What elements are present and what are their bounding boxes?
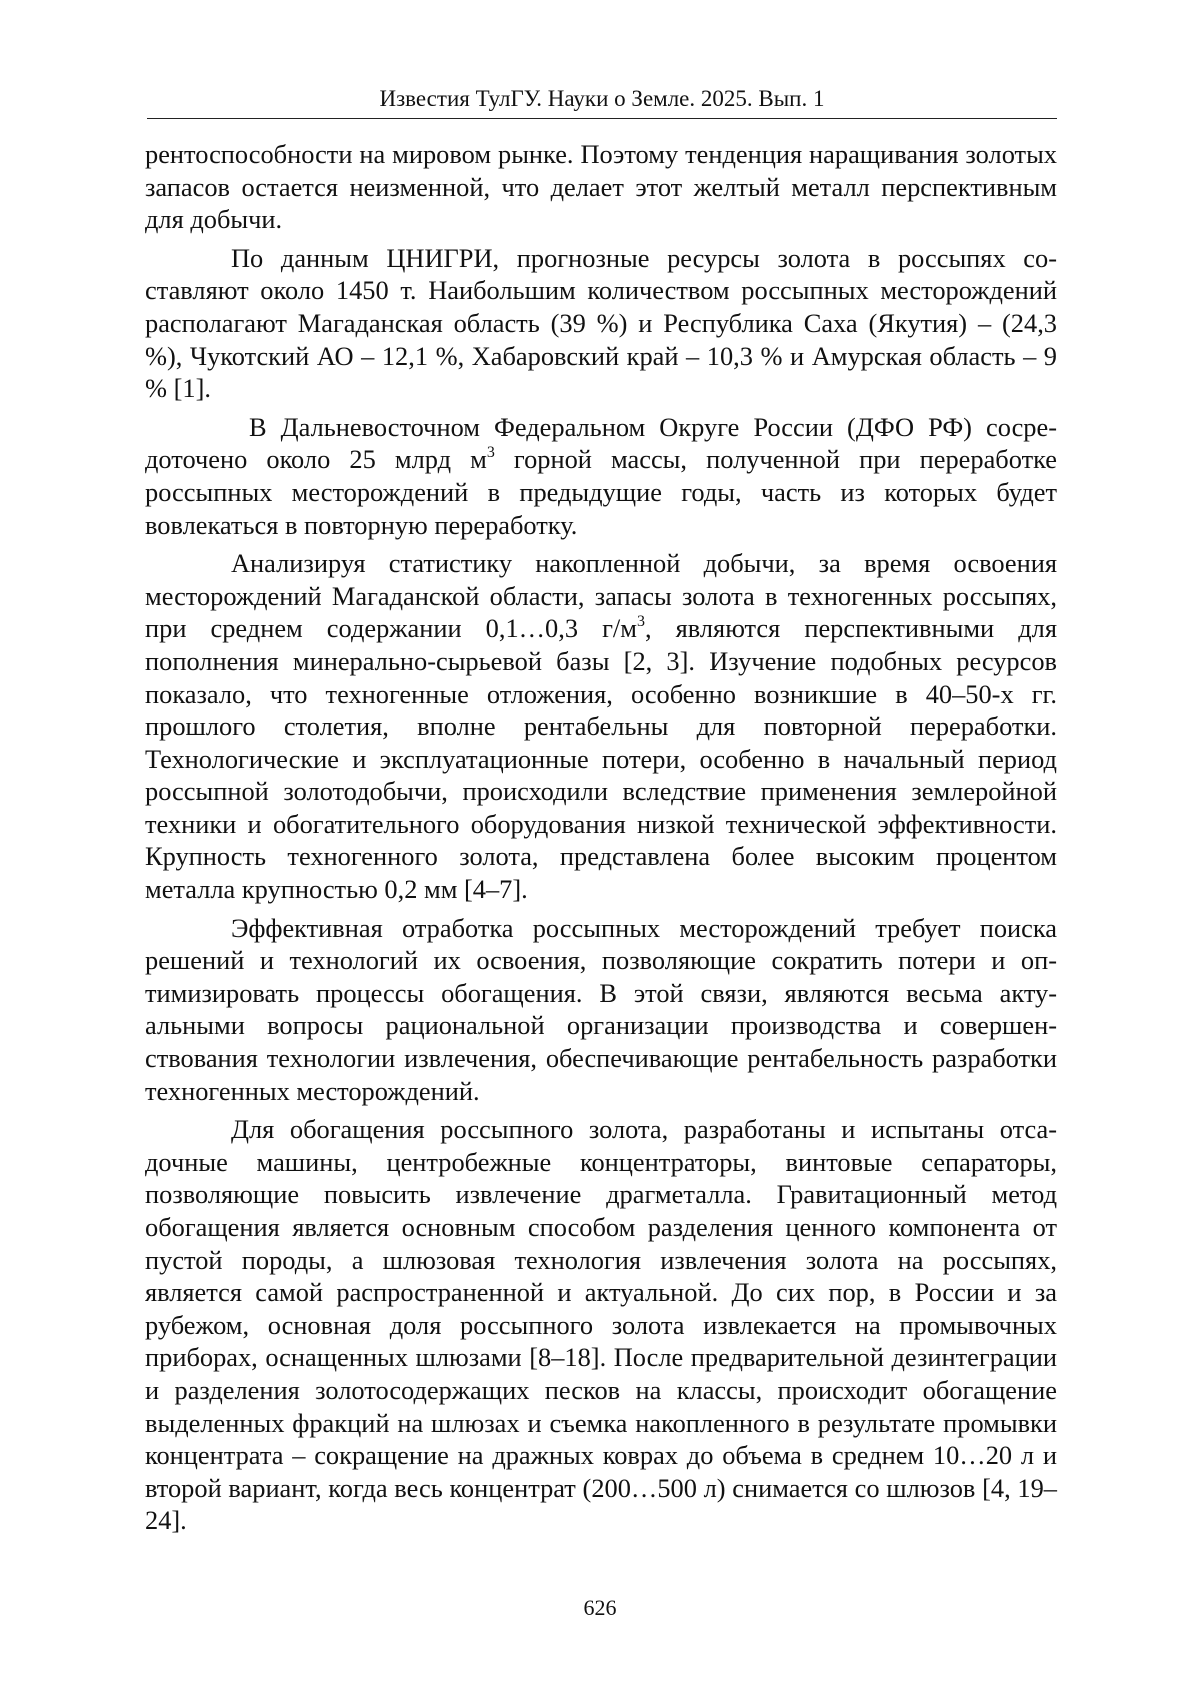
paragraph-4-text-after: , являются перспективными для пополнения минерально-сырьевой базы [2, 3]. Изучение подобных ресурсов показало, что техногенные отложения, особенно возникшие в 40–50-х гг. прошлого столетия, вполне рентабельны для повторной переработки. Технологические и эксплуатационные потери, особенно в начальный период россыпной золотодобычи, происходили вследствие применения землеройной техники и обогатительного оборудования низкой технической эффективности. Крупность техногенного золота, представлена более высоким процентом металла крупностью 0,2 мм [4–7]. <box>145 613 1057 905</box>
article-body <box>145 138 1057 1543</box>
paragraph-4-text-before: Анализируя статистику накопленной добычи, за время освоения месторождений Магаданской области, запасы золота в техногенных россыпях, при среднем содержании 0,1…0,3 г/м <box>145 548 1057 644</box>
paragraph-3-text-after: горной массы, полученной при переработке россыпных месторождений в предыдущие годы, часть из которых будет вовлекаться в повторную переработку. <box>145 444 1057 540</box>
superscript-cubic: 3 <box>486 443 495 461</box>
paragraph-6: Для обогащения россыпного золота, разработаны и испытаны отсадочные машины, центробежные концентраторы, винтовые сепараторы, позволяющие повысить извлечение драгметалла. Гравитационный метод обогащения является основным способом разделения ценного компонента от пустой породы, а шлюзовая технология извлечения золота на россыпях, является самой распространенной и актуальной. До сих пор, в России и за рубежом, основная доля россыпного золота извлекается на промывочных приборах, оснащенных шлюзами [8–18]. После предварительной дезинтеграции и разделения золотосодержащих песков на классы, происходит обогащение выделенных фракций на шлюзах и съемка накопленного в результате промывки концентрата – сокращение на дражных коврах до объема в среднем 10…20 л и второй вариант, когда весь концентрат (200…500 л) снимается со шлюзов [4, 19–24]. <box>145 1114 1057 1536</box>
running-header <box>147 84 1057 119</box>
superscript-cubic: 3 <box>636 612 645 630</box>
paragraph-4 <box>145 547 1057 906</box>
running-title: Известия ТулГУ. Науки о Земле. 2025. Вып. 1 <box>379 86 825 111</box>
page-number: 626 <box>583 1595 617 1620</box>
paragraph-3-text-before: В Дальневосточном Федеральном Округе России (ДФО РФ) сосредоточено около 25 млрд м <box>145 411 1057 475</box>
paragraph-2: По данным ЦНИГРИ, прогнозные ресурсы золота в россыпях составляют около 1450 т. Наибольшим количеством россыпных месторождений располагают Магаданская область (39 %) и Республика Саха (Якутия) – (24,3 %), Чукотский АО – 12,1 %, Хабаровский край – 10,3 % и Амурская область – 9 % [1]. <box>145 242 1057 404</box>
paragraph-1: рентоспособности на мировом рынке. Поэтому тенденция наращивания золотых запасов остается неизменной, что делает этот желтый металл перспективным для добычи. <box>145 139 1057 235</box>
paragraph-5: Эффективная отработка россыпных месторождений требует поиска решений и технологий их освоения, позволяющие сократить потери и оптимизировать процессы обогащения. В этой связи, являются весьма актуальными вопросы рациональной организации производства и совершенствования технологии извлечения, обеспечивающие рентабельность разработки техногенных месторождений. <box>145 912 1057 1106</box>
paragraph-3 <box>145 411 1057 541</box>
